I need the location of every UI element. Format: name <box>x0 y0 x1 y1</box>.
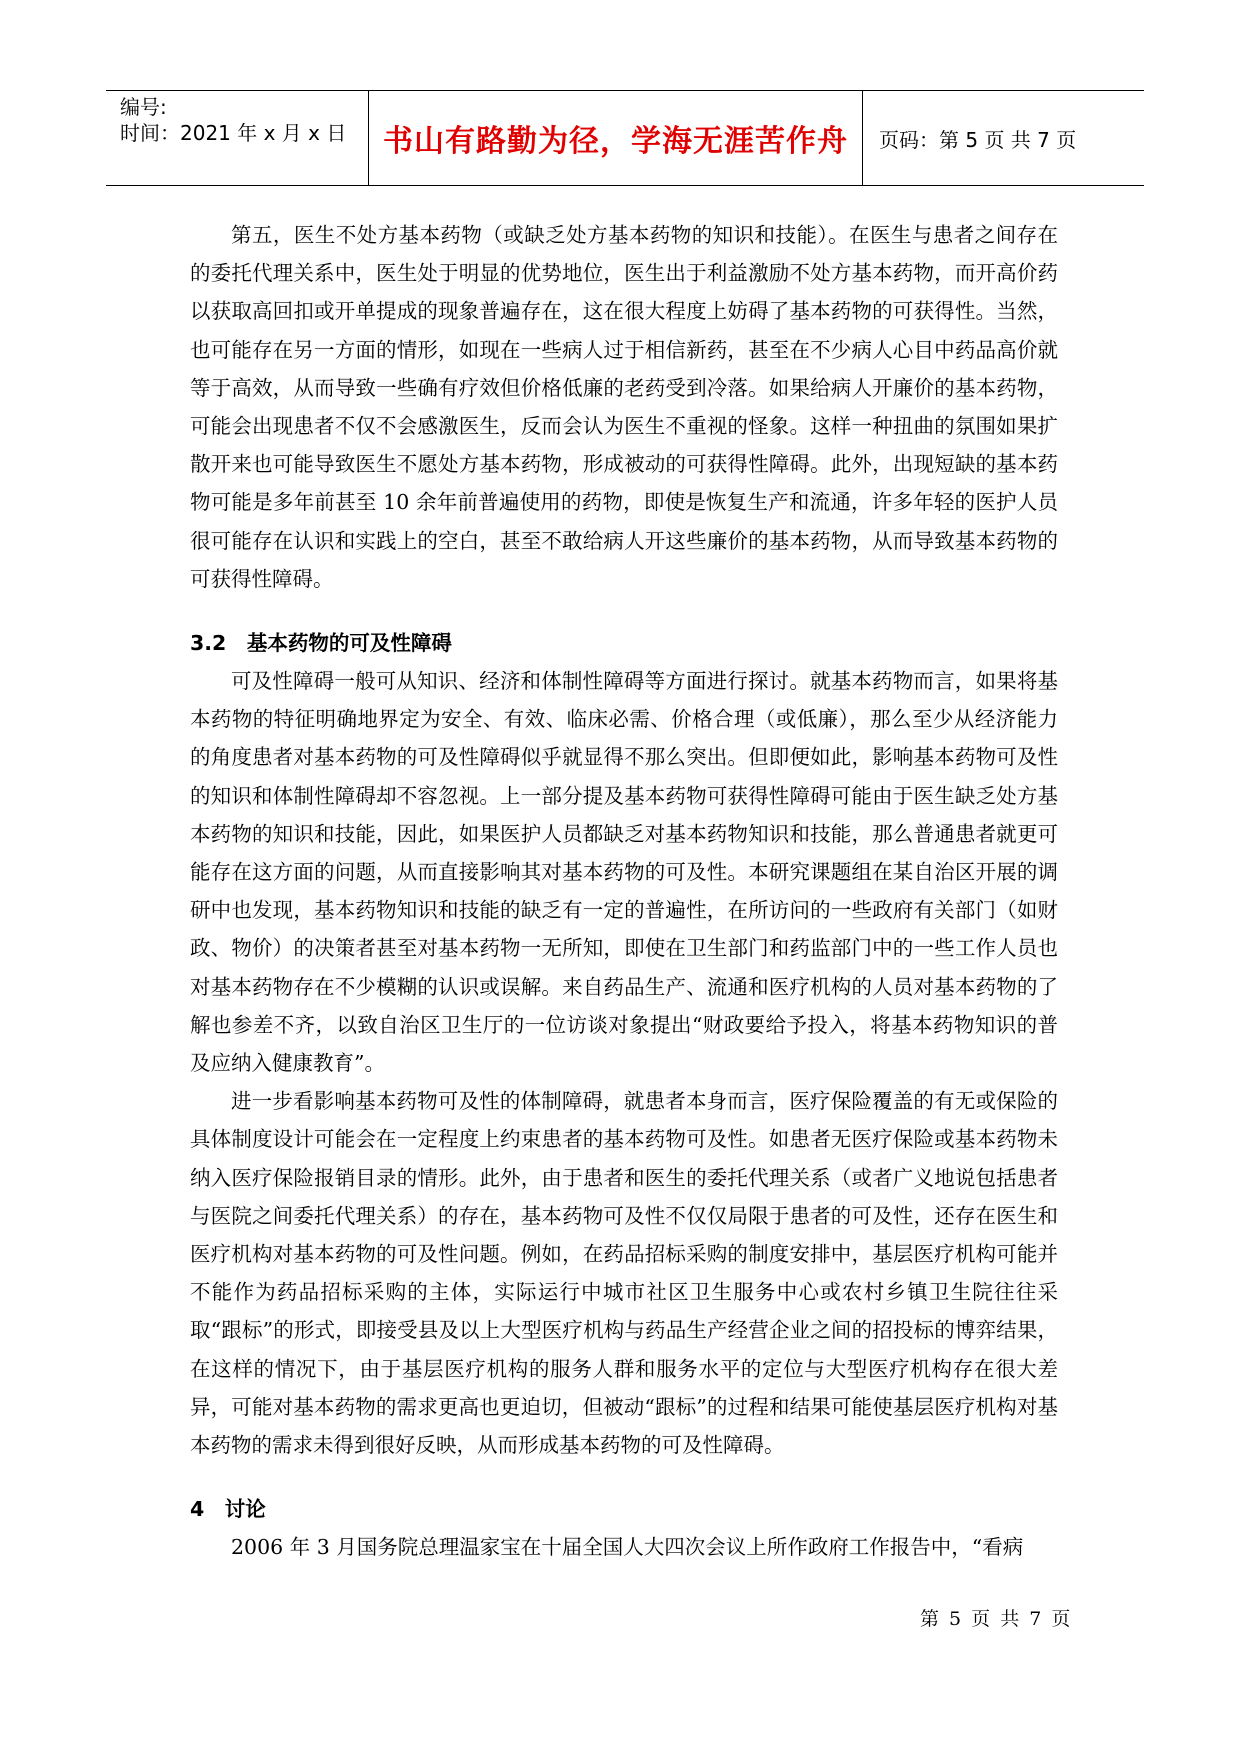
paragraph-2: 可及性障碍一般可从知识、经济和体制性障碍等方面进行探讨。就基本药物而言，如果将基本药物的特征明确地界定为安全、有效、临床必需、价格合理（或低廉），那么至少从经济能力的角度患者对基本药物的可及性障碍似乎就显得不那么突出。但即便如此，影响基本药物可及性的知识和体制性障碍却不容忽视。上一部分提及基本药物可获得性障碍可能由于医生缺乏处方基本药物的知识和技能，因此，如果医护人员都缺乏对基本药物知识和技能，那么普通患者就更可能存在这方面的问题，从而直接影响其对基本药物的可及性。本研究课题组在某自治区开展的调研中也发现，基本药物知识和技能的缺乏有一定的普遍性，在所访问的一些政府有关部门（如财政、物价）的决策者甚至对基本药物一无所知，即使在卫生部门和药监部门中的一些工作人员也对基本药物存在不少模糊的认识或误解。来自药品生产、流通和医疗机构的人员对基本药物的了解也参差不齐，以致自治区卫生厅的一位访谈对象提出“财政要给予投入，将基本药物知识的普及应纳入健康教育”。 <box>190 669 1058 1076</box>
document-number-label: 编号: <box>120 95 167 119</box>
paragraph-3: 进一步看影响基本药物可及性的体制障碍，就患者本身而言，医疗保险覆盖的有无或保险的具体制度设计可能会在一定程度上约束患者的基本药物可及性。如患者无医疗保险或基本药物未纳入医疗保险报销目录的情形。此外，由于患者和医生的委托代理关系（或者广义地说包括患者与医院之间委托代理关系）的存在，基本药物可及性不仅仅局限于患者的可及性，还存在医生和医疗机构对基本药物的可及性问题。例如，在药品招标采购的制度安排中，基层医疗机构可能并不能作为药品招标采购的主体，实际运行中城市社区卫生服务中心或农村乡镇卫生院往往采取“跟标”的形式，即接受县及以上大型医疗机构与药品生产经营企业之间的招投标的博弈结果，在这样的情况下，由于基层医疗机构的服务人群和服务水平的定位与大型医疗机构存在很大差异，可能对基本药物的需求更高也更迫切，但被动“跟标”的过程和结果可能使基层医疗机构对基本药物的需求未得到很好反映，从而形成基本药物的可及性障碍。 <box>190 1089 1058 1458</box>
paragraph-4: 2006 年 3 月国务院总理温家宝在十届全国人大四次会议上所作政府工作报告中，“看病 <box>231 1535 1024 1560</box>
page-header <box>106 90 1144 186</box>
section-heading-3-2: 3.2 基本药物的可及性障碍 <box>190 631 452 656</box>
section-heading-4: 4 讨论 <box>190 1497 266 1522</box>
header-motto: 书山有路勤为径，学海无涯苦作舟 <box>383 124 848 159</box>
page-footer-number: 第 5 页 共 7 页 <box>920 1608 1073 1630</box>
header-page-info: 页码：第 5 页 共 7 页 <box>879 127 1077 152</box>
header-motto-cell <box>369 91 863 185</box>
document-time-label: 时间：2021 年 x 月 x 日 <box>120 121 347 145</box>
section-gap <box>190 598 1058 624</box>
header-page-cell <box>863 91 1144 185</box>
section-gap <box>190 1464 1058 1490</box>
paragraph-1: 第五，医生不处方基本药物（或缺乏处方基本药物的知识和技能）。在医生与患者之间存在的委托代理关系中，医生处于明显的优势地位，医生出于利益激励不处方基本药物，而开高价药以获取高回扣或开单提成的现象普遍存在，这在很大程度上妨碍了基本药物的可获得性。当然，也可能存在另一方面的情形，如现在一些病人过于相信新药，甚至在不少病人心目中药品高价就等于高效，从而导致一些确有疗效但价格低廉的老药受到冷落。如果给病人开廉价的基本药物，可能会出现患者不仅不会感激医生，反而会认为医生不重视的怪象。这样一种扭曲的氛围如果扩散开来也可能导致医生不愿处方基本药物，形成被动的可获得性障碍。此外，出现短缺的基本药物可能是多年前甚至 10 余年前普遍使用的药物，即使是恢复生产和流通，许多年轻的医护人员很可能存在认识和实践上的空白，甚至不敢给病人开这些廉价的基本药物，从而导致基本药物的可获得性障碍。 <box>190 223 1058 591</box>
document-body <box>190 216 1058 1567</box>
header-meta-cell <box>106 91 369 185</box>
